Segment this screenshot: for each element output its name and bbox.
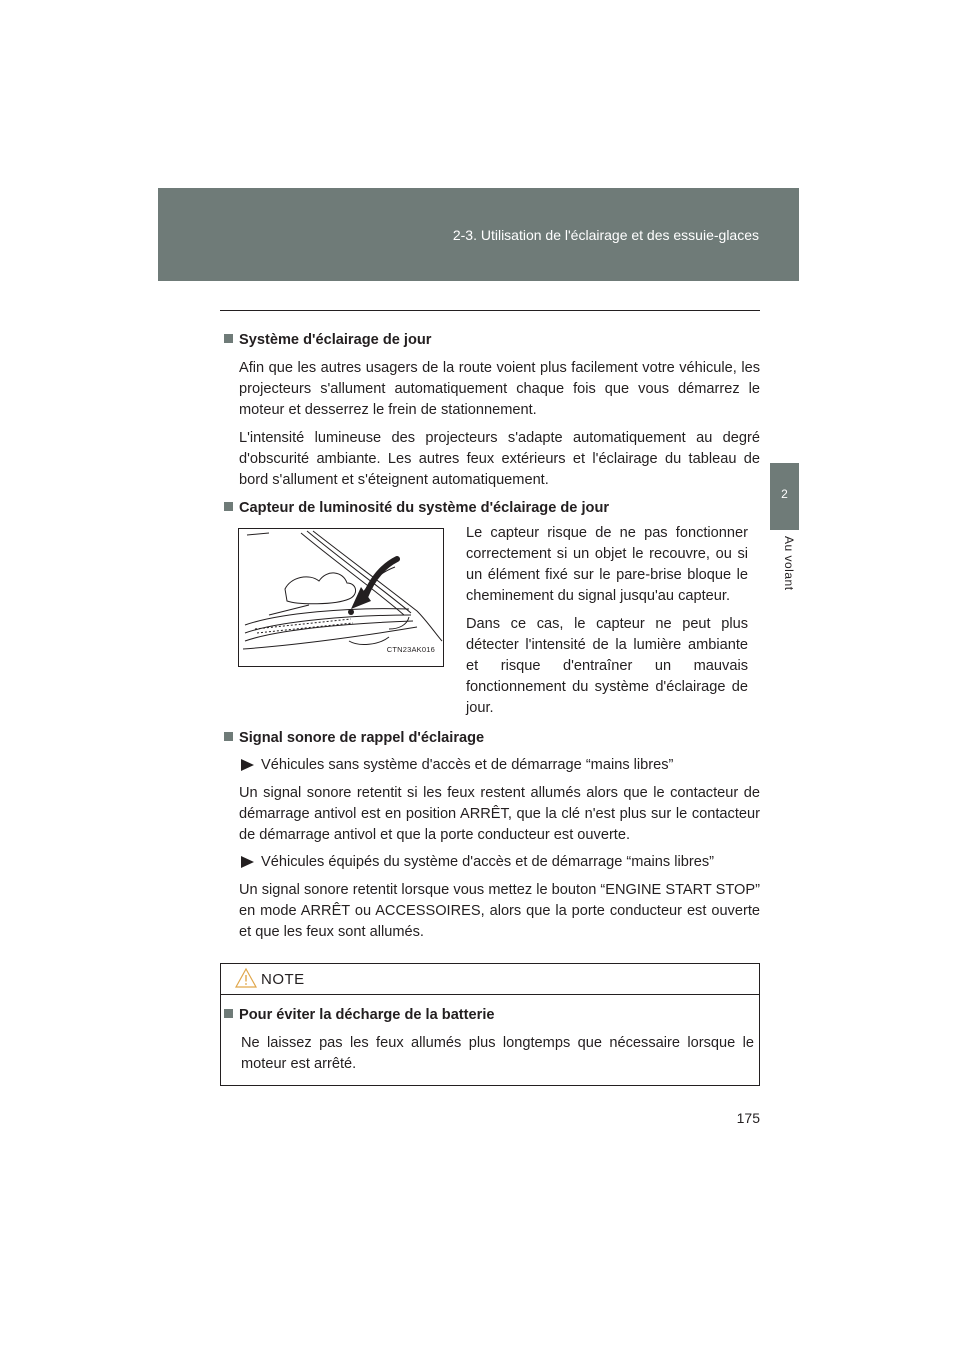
variant-label-text: Véhicules équipés du système d'accès et de démarrage “mains libres” [261, 854, 714, 870]
page-content [224, 330, 760, 943]
square-bullet-icon [224, 502, 233, 511]
heading-text: Capteur de luminosité du système d'éclairage de jour [239, 500, 610, 516]
figure-code: CTN23AK016 [386, 645, 435, 654]
variant-label-without-smart-key [239, 755, 760, 776]
paragraph: Le capteur risque de ne pas fonctionner correctement si un objet le recouvre, ou si un élément fixé sur le pare-brise bloque le cheminement du signal jusqu'au capteur. [466, 525, 748, 604]
note-header [221, 964, 759, 995]
top-divider [220, 310, 760, 311]
section-heading-daytime [224, 330, 760, 351]
paragraph: Un signal sonore retentit si les feux restent allumés alors que le contacteur de démarrage antivol est en position ARRÊT, que la clé n'est plus sur le contacteur de démarrage antivol et que la porte conducteur est ouverte. [239, 785, 760, 843]
square-bullet-icon [224, 1009, 233, 1018]
square-bullet-icon [224, 334, 233, 343]
header-band [158, 188, 799, 281]
variant-label-text: Véhicules sans système d'accès et de démarrage “mains libres” [261, 757, 674, 773]
sensor-illustration [238, 528, 444, 667]
warning-triangle-icon [235, 967, 257, 989]
square-bullet-icon [224, 732, 233, 741]
paragraph: Afin que les autres usagers de la route voient plus facilement votre véhicule, les projecteurs s'allument automatiquement chaque fois que vous démarrez le moteur et desserrez le frein de stationnement. [239, 360, 760, 418]
section-heading-buzzer [224, 728, 760, 749]
paragraph: L'intensité lumineuse des projecteurs s'adapte automatiquement au degré d'obscurité ambiante. Les autres feux extérieurs et l'éclairage du tableau de bord s'allument et s'éteignent automatiquement. [239, 430, 760, 488]
heading-text: Signal sonore de rappel d'éclairage [239, 730, 485, 746]
note-body [221, 995, 759, 1075]
section-title: 2-3. Utilisation de l'éclairage et des essuie-glaces [452, 227, 759, 243]
chapter-tab [770, 463, 799, 530]
paragraph: Dans ce cas, le capteur ne peut plus détecter l'intensité de la lumière ambiante et risque d'entraîner un mauvais fonctionnement du système d'éclairage de jour. [466, 616, 748, 716]
section-heading-sensor [224, 498, 760, 519]
paragraph: Un signal sonore retentit lorsque vous mettez le bouton “ENGINE START STOP” en mode ARRÊT ou ACCESSOIRES, alors que la porte conducteur est ouverte et que les feux sont allumés. [239, 882, 760, 940]
note-title: NOTE [261, 971, 305, 988]
heading-text: Système d'éclairage de jour [239, 332, 432, 348]
note-box [220, 963, 760, 1086]
arrow-right-icon [241, 759, 254, 771]
chapter-number: 2 [781, 487, 788, 501]
note-heading [224, 1005, 756, 1026]
chapter-label: Au volant [782, 536, 796, 591]
variant-label-with-smart-key [239, 852, 760, 873]
paragraph: Ne laissez pas les feux allumés plus longtemps que nécessaire lorsque le moteur est arrêté. [241, 1035, 754, 1072]
sensor-text [466, 523, 748, 726]
heading-text: Pour éviter la décharge de la batterie [239, 1007, 495, 1023]
sensor-figure-row [224, 523, 760, 728]
arrow-right-icon [241, 856, 254, 868]
page-number: 175 [736, 1110, 760, 1126]
